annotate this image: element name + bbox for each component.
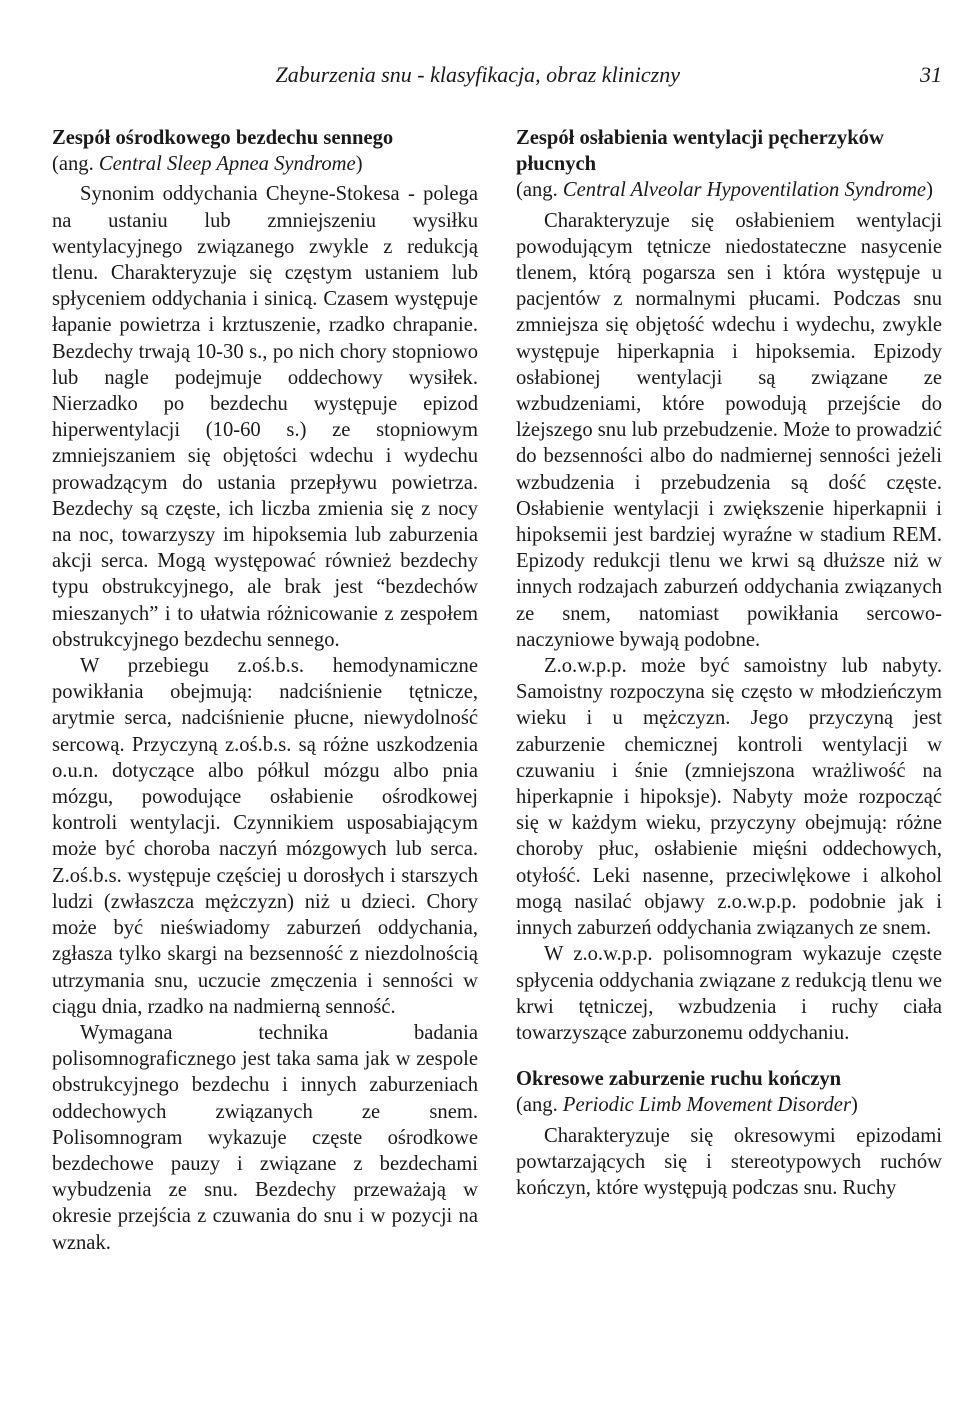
- english-prefix: (ang.: [516, 1094, 563, 1117]
- paragraph: W przebiegu z.oś.b.s. hemodynamiczne powikłania obejmują: nadciśnienie tętnicze, arytmie serca, nadciśnienie płucne, niewydolność sercową. Przyczyną z.oś.b.s. są różne uszkodzenia o.u.n. dotyczące albo półkul mózgu albo pnia mózgu, powodujące osłabienie ośrodkowej kontroli wentylacji. Czynnikiem usposabiającym może być choroba naczyń mózgowych lub serca. Z.oś.b.s. występuje częściej u dorosłych i starszych ludzi (zwłaszcza mężczyzn) niż u dzieci. Chory może być nieświadomy zaburzeń oddychania, zgłasza tylko skargi na bezsenność z niezdolnością utrzymania snu, uczucie zmęczenia i senności w ciągu dnia, rzadko na nadmierną senność.: [52, 655, 478, 1018]
- paragraph: Z.o.w.p.p. może być samoistny lub nabyty. Samoistny rozpoczyna się często w młodzieńczym wieku i u mężczyzn. Jego przyczyną jest zaburzenie chemicznej kontroli wentylacji w czuwaniu i śnie (zmniejszona wrażliwość na hiperkapnie i hipoksje). Nabyty może rozpocząć się w każdym wieku, przyczyny obejmują: różne choroby płuc, osłabienie mięśni oddechowych, otyłość. Leki nasenne, przeciwlękowe i alkohol mogą nasilać objawy z.o.w.p.p. podobnie jak i innych zaburzeń oddychania związanych ze snem.: [516, 655, 942, 940]
- english-name: Central Sleep Apnea Syndrome: [98, 153, 356, 176]
- english-name-line: [516, 1092, 942, 1118]
- section-alveolar-hypoventilation: [516, 125, 942, 1046]
- page-number: 31: [920, 62, 942, 87]
- english-suffix: ): [850, 1094, 858, 1117]
- english-suffix: ): [355, 153, 363, 176]
- paragraph: Charakteryzuje się osłabieniem wentylacji powodującym tętnicze niedostateczne nasycenie tlenem, którą pogarsza sen i która występuje u pacjentów z normalnymi płucami. Podczas snu zmniejsza się objętość wdechu i wydechu, zwykle występuje hiperkapnia i hipoksemia. Epizody osłabionej wentylacji są związane ze wzbudzeniami, które powodują przejście do lżejszego snu lub przebudzenie. Może to prowadzić do bezsenności albo do nadmiernej senności jeżeli wzbudzenia i przebudzenia są dość częste. Osłabienie wentylacji i zwiększenie hiperkapnii i hipoksemii jest bardziej wyraźne w stadium REM. Epizody redukcji tlenu we krwi są dłuższe niż w innych rodzajach zaburzeń oddychania związanych ze snem, natomiast powikłania sercowo-naczyniowe bywają podobne.: [516, 209, 943, 651]
- right-column: [516, 125, 942, 1201]
- english-name-line: [516, 177, 942, 203]
- paragraph: Synonim oddychania Cheyne-Stokesa - polega na ustaniu lub zmniejszeniu wysiłku wentylacyjnego związanego zwykle z redukcją tlenu. Charakteryzuje się częstym ustaniem lub spłyceniem oddychania i sinicą. Czasem występuje łapanie powietrza i krztuszenie, rzadko chrapanie. Bezdechy trwają 10-30 s., po nich chory stopniowo lub nagle podejmuje oddechowy wysiłek. Nierzadko po bezdechu występuje epizod hiperwentylacji (10-60 s.) ze stopniowym zmniejszaniem się objętości wdechu i wydechu prowadzącym do ustania przepływu powietrza. Bezdechy są częste, ich liczba zmienia się z nocy na noc, towarzyszy im hipoksemia lub zaburzenia akcji serca. Mogą występować również bezdechy typu obstrukcyjnego, ale brak jest “bezdechów mieszanych” i to ułatwia różnicowanie z zespołem obstrukcyjnego bezdechu sennego.: [52, 183, 478, 651]
- section-title: Zespół osłabienia wentylacji pęcherzyków płucnych: [516, 127, 884, 176]
- english-suffix: ): [926, 179, 933, 202]
- english-prefix: (ang.: [516, 179, 563, 202]
- paragraph: Charakteryzuje się okresowymi epizodami powtarzających się i stereotypowych ruchów kończyn, które występują podczas snu. Ruchy: [516, 1124, 942, 1199]
- english-name: Central Alveolar Hypoventilation Syndrome: [562, 179, 927, 202]
- english-name-line: [52, 151, 478, 177]
- paragraph: Wymagana technika badania polisomnograficznego jest taka sama jak w zespole obstrukcyjnego bezdechu i innych zaburzeniach oddechowych związanych ze snem. Polisomnogram wykazuje częste ośrodkowe bezdechowe pauzy i związane z bezdechami wybudzenia ze snu. Bezdechy przeważają w okresie przejścia z czuwania do snu i w pozycji na wznak.: [52, 1021, 478, 1254]
- section-title: Zespół ośrodkowego bezdechu sennego: [52, 127, 394, 149]
- english-prefix: (ang.: [52, 153, 99, 176]
- running-header: [0, 62, 960, 92]
- english-name: Periodic Limb Movement Disorder: [562, 1094, 851, 1117]
- paragraph: W z.o.w.p.p. polisomnogram wykazuje częste spłycenia oddychania związane z redukcją tlenu we krwi tętniczej, wzbudzenia i ruchy ciała towarzyszące zaburzonemu oddychaniu.: [516, 943, 942, 1044]
- running-title: Zaburzenia snu - klasyfikacja, obraz kliniczny: [275, 62, 680, 87]
- section-title: Okresowe zaburzenie ruchu kończyn: [516, 1068, 842, 1091]
- section-central-sleep-apnea: [52, 125, 478, 1256]
- section-periodic-limb-movement: [516, 1066, 942, 1201]
- left-column: [52, 125, 478, 1256]
